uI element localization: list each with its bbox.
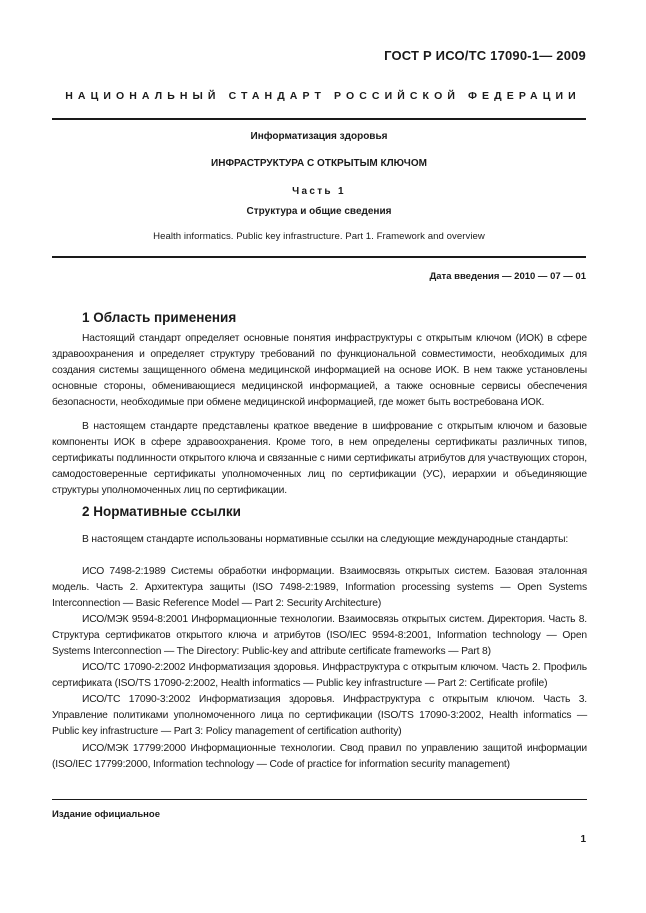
section-heading-normative-references: 2 Нормативные ссылки <box>82 504 241 519</box>
references-list <box>52 564 587 773</box>
standard-title: НАЦИОНАЛЬНЫЙ СТАНДАРТ РОССИЙСКОЙ ФЕДЕРАЦИИ <box>65 90 581 102</box>
edition-note: Издание официальное <box>52 809 160 820</box>
title-divider <box>52 256 586 258</box>
reference-item: ИСО/ТС 17090-3:2002 Информатизация здоровья. Инфраструктура с открытым ключом. Часть 3. Управление политиками уполномоченного лица по сертификации (ISO/TS 17090-3:2002, Health informatics — Public key infrastructure — Part 3: Policy management of certification authority) <box>52 694 587 738</box>
document-part: Часть 1 <box>292 186 346 197</box>
document-topic: Информатизация здоровья <box>250 131 388 142</box>
scope-paragraph: Настоящий стандарт определяет основные понятия инфраструктуры с открытым ключом (ИОК) в сфере здравоохранения и определяет структуру требований по функциональной совместимости, необходимых для создания системы защищенного обмена медицинской информацией на основе ИОК. В нем также установлены основные стороны, обменивающиеся медицинской информацией, а также основные сервисы обеспечения безопасности, необходимые при обмене медицинской информацией, где может быть востребована ИОК. <box>52 333 587 409</box>
section-heading-scope: 1 Область применения <box>82 310 237 325</box>
scope-paragraph: В настоящем стандарте представлены краткое введение в шифрование с открытым ключом и базовые компоненты ИОК в сфере здравоохранения. Кроме того, в нем определены сертификаты различных типов, сертификаты подлинности открытого ключа и связанные с ними сертификаты атрибутов для участвующих сторон, самодостоверенные сертификаты уполномоченных лиц по сертификации (УС), иерархии и объединяющие структуры уполномоченных лиц по сертификации. <box>52 421 587 497</box>
references-intro-paragraph: В настоящем стандарте использованы нормативные ссылки на следующие международные стандарты: <box>82 534 569 545</box>
reference-item: ИСО/МЭК 17799:2000 Информационные технологии. Свод правил по управлению защитой информации (ISO/IEC 17799:2000, Information technology — Code of practice for information security management) <box>52 742 587 770</box>
header-divider <box>52 118 586 120</box>
document-number: ГОСТ Р ИСО/ТС 17090-1— 2009 <box>384 48 586 63</box>
introduction-date: Дата введения — 2010 — 07 — 01 <box>429 271 586 282</box>
part-title: Структура и общие сведения <box>246 206 392 217</box>
reference-item: ИСО/МЭК 9594-8:2001 Информационные технологии. Взаимосвязь открытых систем. Директория. Часть 8. Структура сертификатов открытого ключа и атрибутов (ISO/IEC 9594-8:2001, Information technology — Open Systems Interconnection — The Directory: Public-key and attribute certificate frameworks — Part 8) <box>52 614 587 658</box>
footer-divider <box>52 799 587 800</box>
page-number: 1 <box>580 834 586 845</box>
document-subject: ИНФРАСТРУКТУРА С ОТКРЫТЫМ КЛЮЧОМ <box>211 158 427 169</box>
reference-item: ИСО 7498-2:1989 Системы обработки информации. Взаимосвязь открытых систем. Базовая эталонная модель. Часть 2. Архитектура защиты (ISO 7498-2:1989, Information processing systems — Open Systems Interconnection — Basic Reference Model — Part 2: Security Architecture) <box>52 566 587 610</box>
english-title: Health informatics. Public key infrastructure. Part 1. Framework and overview <box>153 231 485 242</box>
reference-item: ИСО/ТС 17090-2:2002 Информатизация здоровья. Инфраструктура с открытым ключом. Часть 2. Профиль сертификата (ISO/TS 17090-2:2002, Health informatics — Public key infrastructure — Part 2: Certificate profile) <box>52 662 587 690</box>
